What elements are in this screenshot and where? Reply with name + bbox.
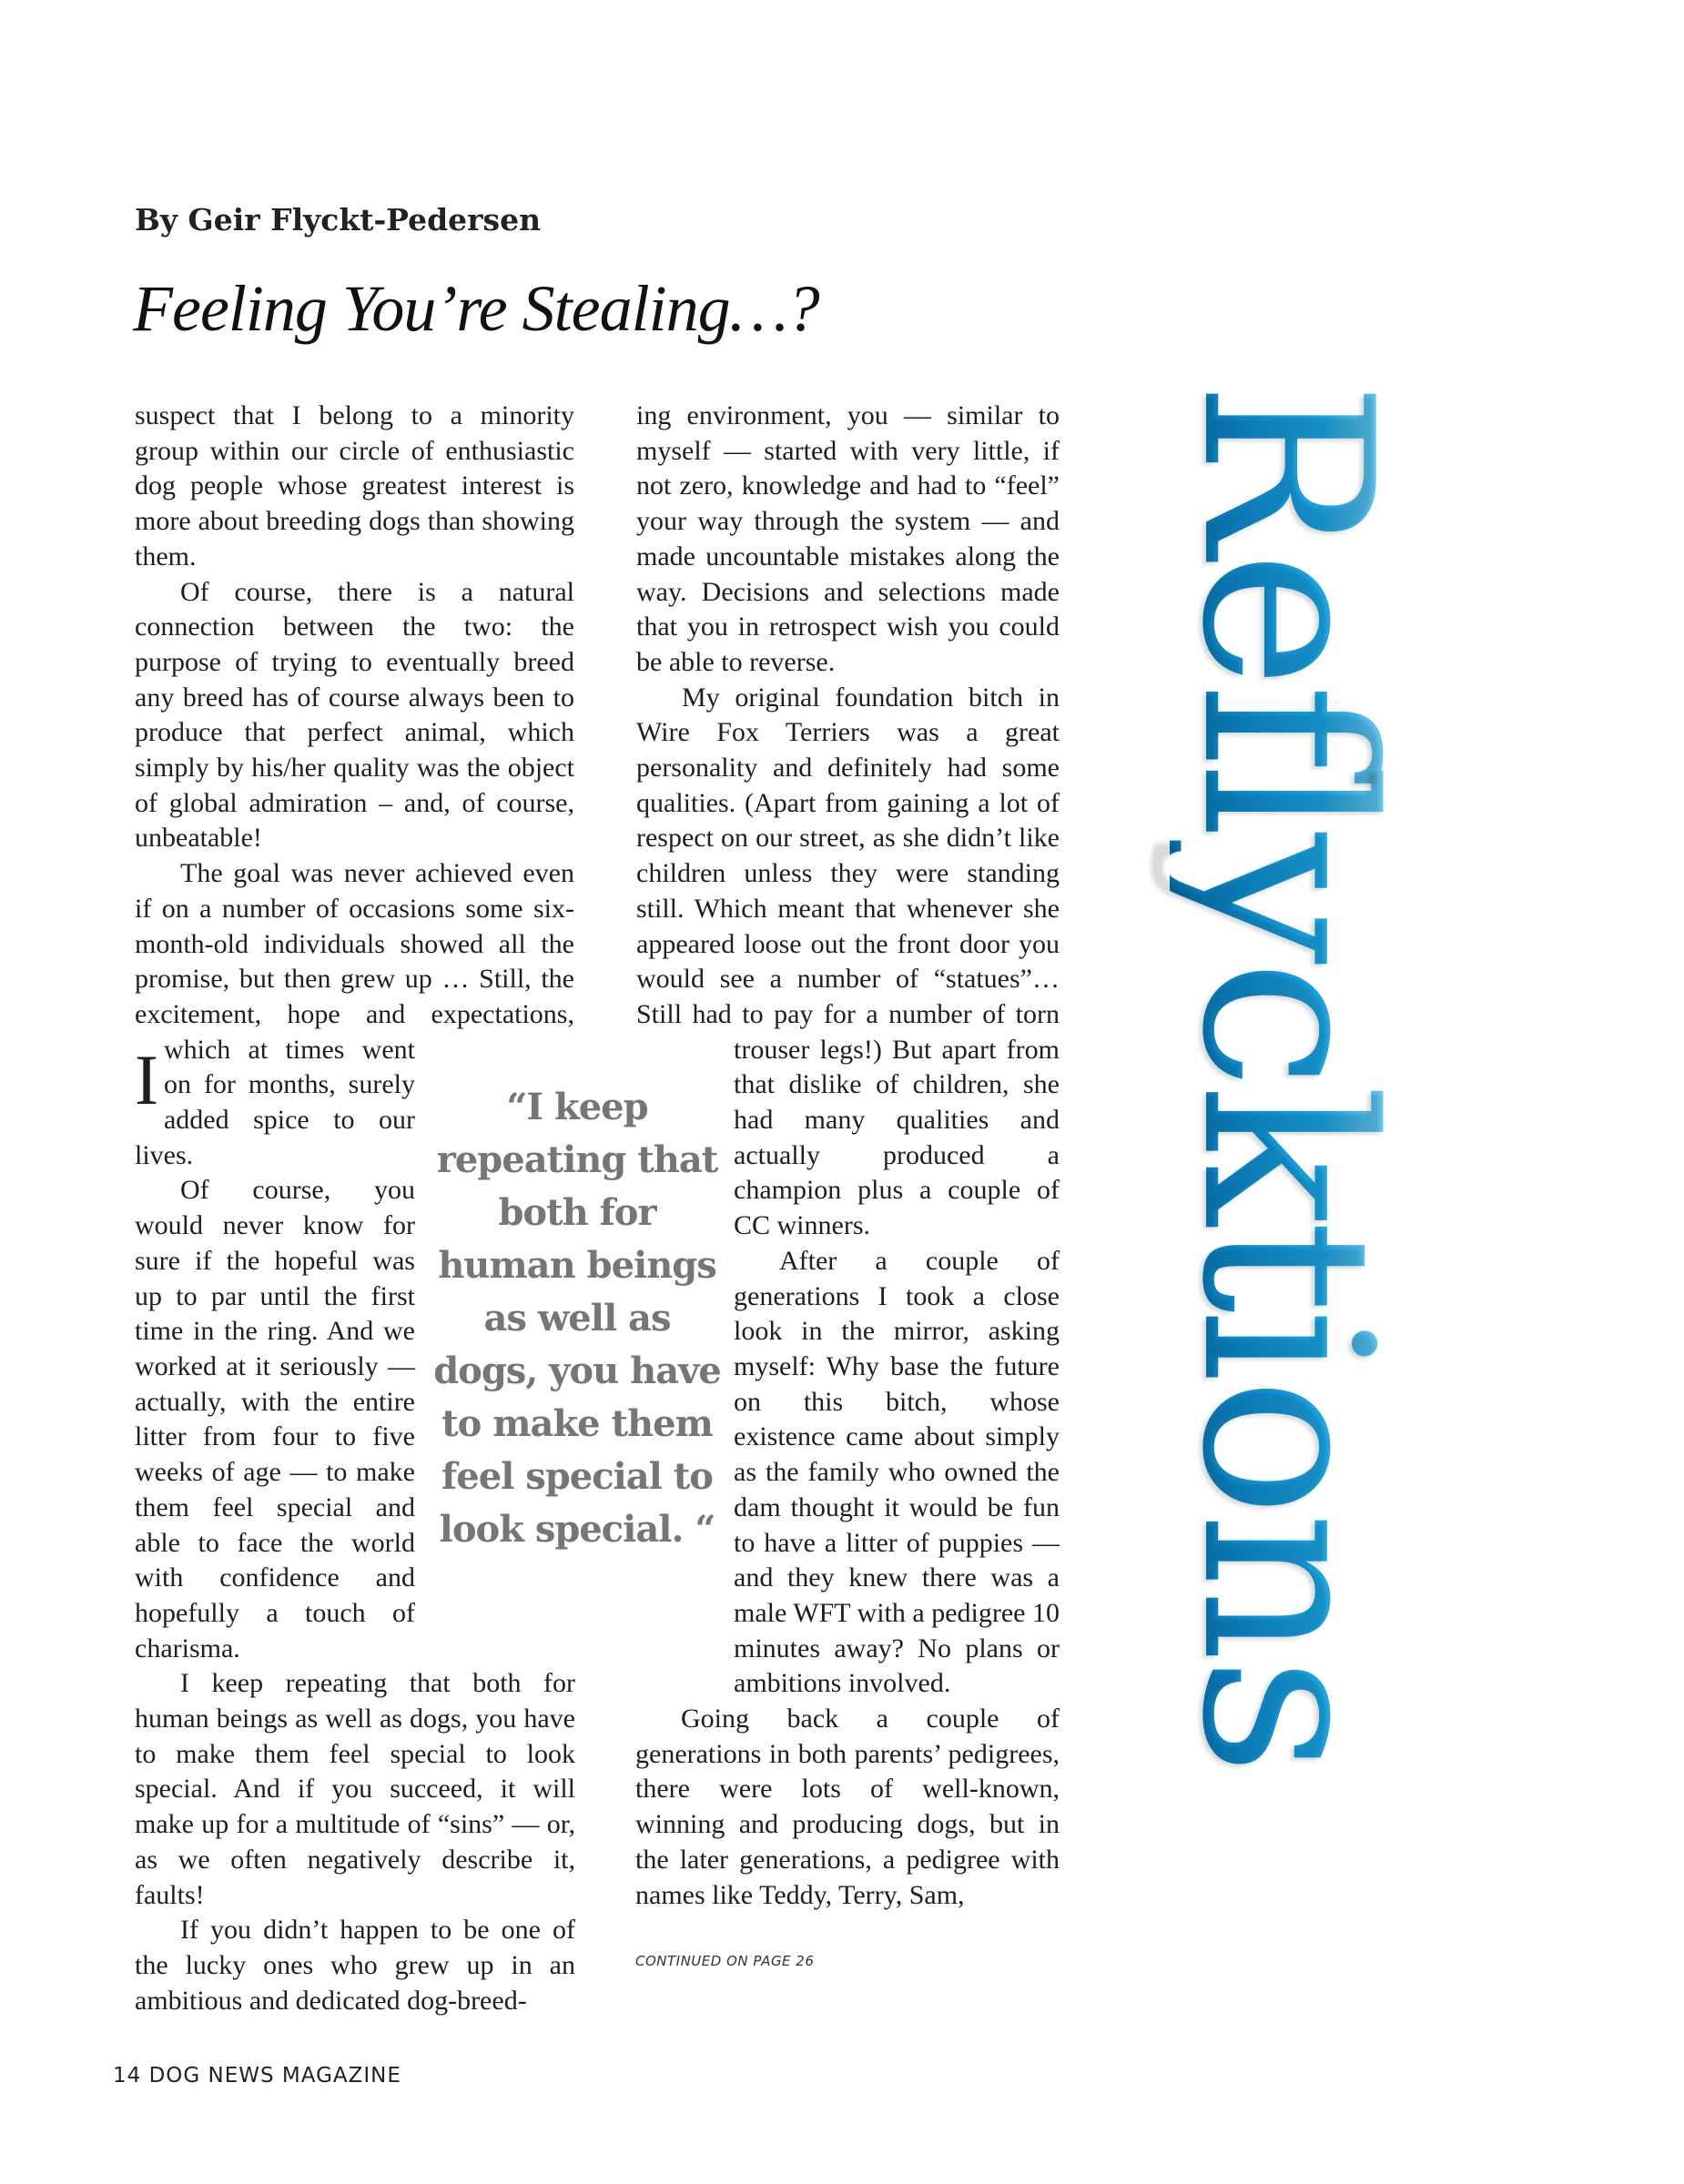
- byline: By Geir Flyckt-Pedersen: [135, 202, 542, 238]
- drop-cap: I: [135, 1040, 158, 1119]
- continued-note: CONTINUED ON PAGE 26: [635, 1953, 815, 1969]
- article-paragraph: If you didn’t happen to be one of the lucky ones who grew up in an ambitious and dedicated dog-breed-: [135, 1915, 575, 2016]
- article-paragraph: I keep repeating that both for human beings as well as dogs, you have to make them feel special to look special. And if you succeed, it will make up for a multitude of “sins” — or, as we often negatively describe it, faults!: [135, 1668, 575, 1910]
- article-paragraph: The goal was never achieved even if on a number of occasions some six-month-old individuals showed all the promise, but then grew up … Still, the excitement, hope and expectations, which at times went on for months, surely added spice to our lives.: [135, 858, 574, 1170]
- headline: Feeling You’re Stealing…?: [133, 272, 819, 345]
- article-paragraph: Of course, there is a natural connection between the two: the purpose of trying to eventually breed any breed has of course always been to produce that perfect animal, which simply by his/her quality was the object of global admiration – and, of course, unbeatable!: [135, 576, 574, 854]
- article-paragraph: Of course, you would never know for sure if the hopeful was up to par until the first time in the ring. And we worked at it seriously — actually, with the entire litter from four to five weeks of age — to make them feel special and able to face the world with confidence and hopefully a touch of charisma.: [135, 1175, 415, 1663]
- column-1-spacer: [574, 399, 575, 1046]
- column-title: Reflycktions: [1151, 380, 1422, 1771]
- article-paragraph: My original foundation bitch in Wire Fox Terriers was a great personality and definitely had some qualities. (Apart from gaining a lot of respect on our street, as she didn’t like children unless they were standing still. Which meant that whenever she appeared loose out the front door you would see a number of “statues”… Still had to pay for a number of torn trouser legs!) But apart from that dislike of children, she had many qualities and actually produced a champion plus a couple of CC winners.: [636, 682, 1060, 1241]
- pull-quote: “I keep repeating that both for human beings as well as dogs, you have to make them feel special to look special. “: [433, 1086, 721, 1551]
- article-paragraph: Going back a couple of generations in both parents’ pedigrees, there were lots of well-known, winning and producing dogs, but in the later generations, a pedigree with names like Teddy, Terry, Sam,: [635, 1704, 1060, 1910]
- page-folio: 14 DOG NEWS MAGAZINE: [113, 2064, 401, 2088]
- paragraph-text: suspect that I belong to a minority group within our circle of enthusiastic dog people whose greatest interest is more about breeding dogs than showing them.: [135, 400, 574, 571]
- article-paragraph: ing environment, you — similar to myself — started with very little, if not zero, knowledge and had to “feel” your way through the system — and made uncountable mistakes along the way. Decisions and selections made that you in retrospect wish you could be able to reverse.: [636, 400, 1060, 677]
- article-paragraph: After a couple of generations I took a close look in the mirror, asking myself: Why base the future on this bitch, whose existence came about simply as the family who owned the dam thought it would be fun to have a litter of puppies — and they knew there was a male WFT with a pedigree 10 minutes away? No plans or ambitions involved.: [734, 1245, 1060, 1699]
